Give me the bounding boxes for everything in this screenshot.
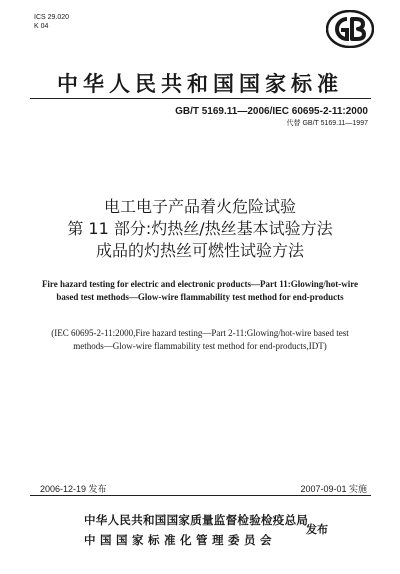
publish-label: 发布	[306, 523, 328, 536]
footer-divider	[30, 495, 371, 496]
implementation-date: 2007-09-01 实施	[300, 484, 367, 494]
chinese-title	[0, 196, 400, 262]
issuer-sac: 中国国家标准化管理委员会	[84, 533, 276, 547]
standard-number-block	[175, 106, 368, 128]
english-title: Fire hazard testing for electric and electronic products—Part 11:Glowing/hot-wire based test methods—Glow-wire flammability test method for end-products	[41, 279, 359, 302]
classification-codes	[34, 13, 69, 31]
cn-title-line-1: 电工电子产品着火危险试验	[103, 197, 296, 216]
iec-equivalence-note: (IEC 60695-2-11:2000,Fire hazard testing—Part 2-11:Glowing/hot-wire based test methods—Glow-wire flammability test method for end-products,IDT)	[51, 328, 349, 351]
gb-logo-icon	[326, 10, 374, 48]
ccs-code: K 04	[34, 23, 49, 30]
issuing-authorities	[84, 512, 308, 548]
ics-code: ICS 29.020	[34, 14, 70, 21]
header-divider	[30, 98, 371, 99]
cn-title-line-3: 成品的灼热丝可燃性试验方法	[95, 241, 304, 260]
issuer-aqsiq: 中华人民共和国国家质量监督检验检疫总局	[84, 513, 309, 527]
replaces-standard: 代替 GB/T 5169.11—1997	[286, 120, 368, 127]
publish-date: 2006-12-19 发布	[40, 484, 107, 494]
national-standard-title: 中华人民共和国国家标准	[57, 72, 343, 96]
cn-title-line-2: 第 11 部分:灼热丝/热丝基本试验方法	[67, 219, 333, 238]
standard-number: GB/T 5169.11—2006/IEC 60695-2-11:2000	[175, 106, 368, 117]
